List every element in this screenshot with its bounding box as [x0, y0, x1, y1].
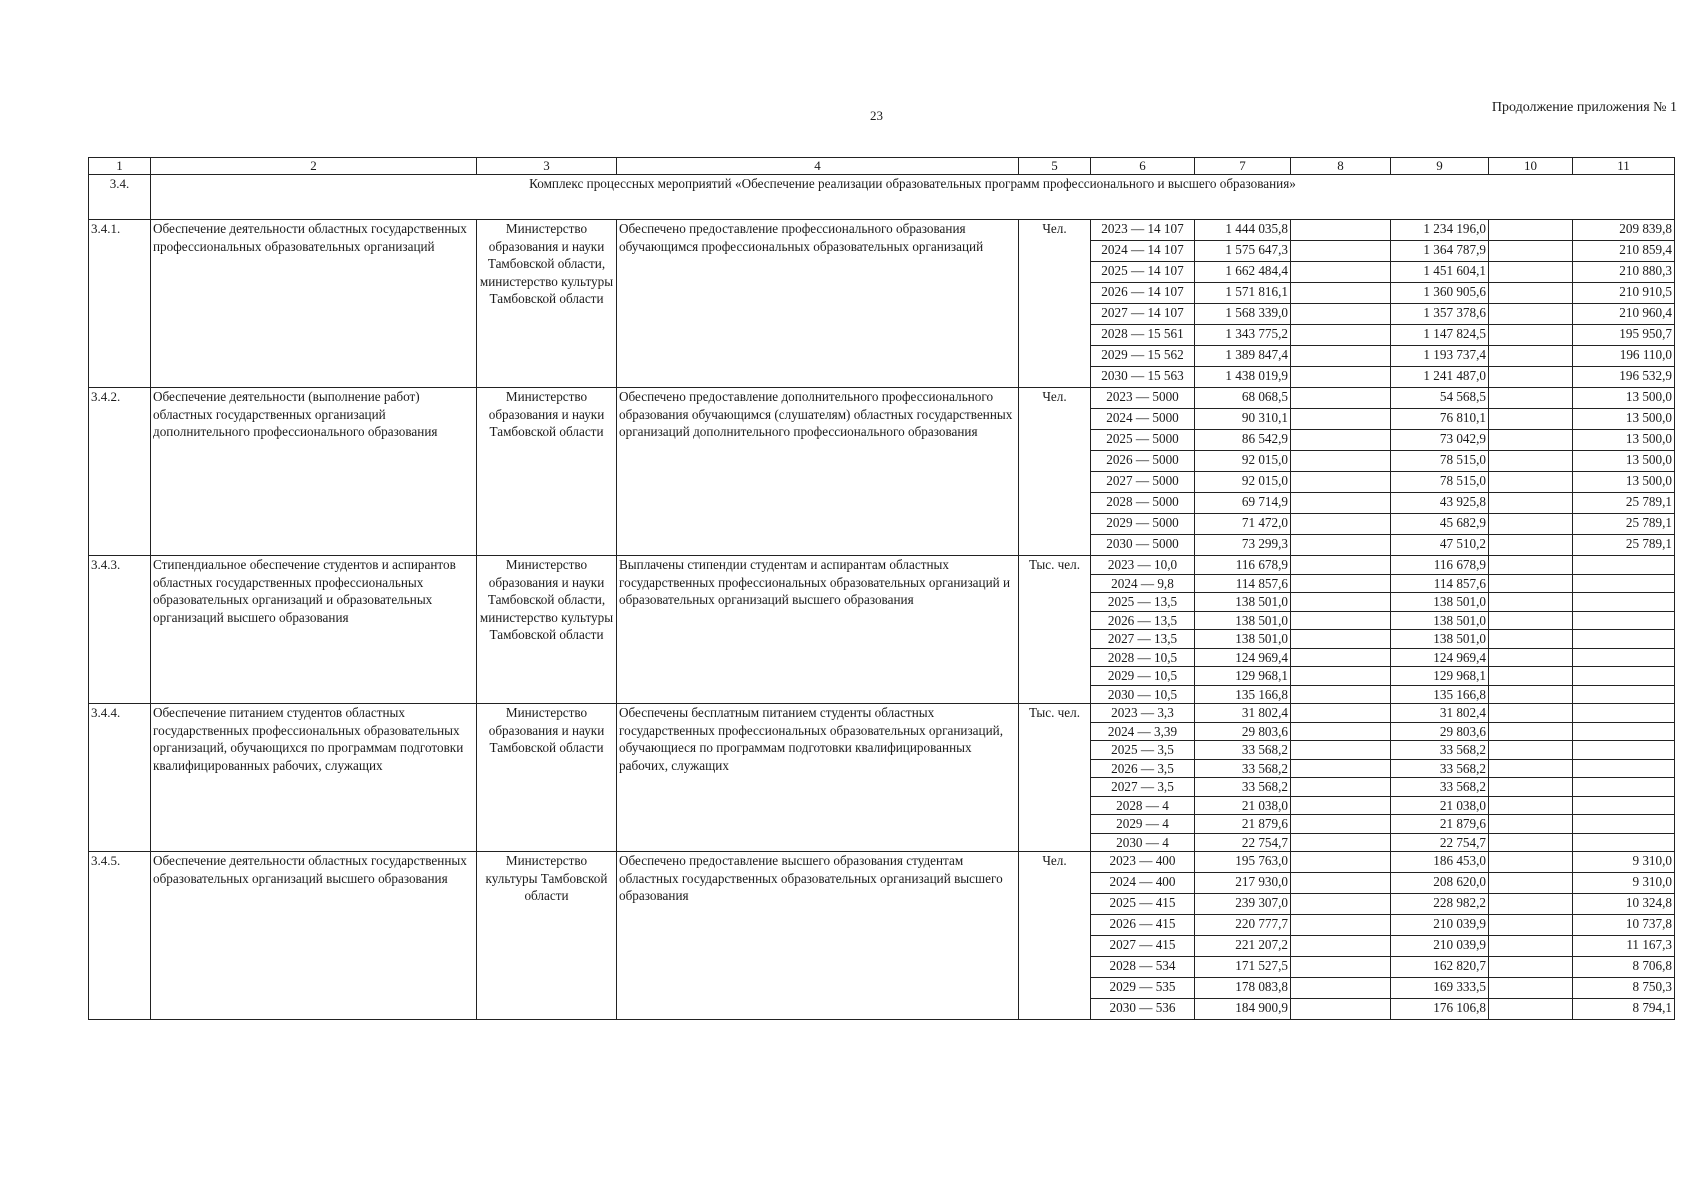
- col11-value: [1573, 648, 1675, 667]
- header-col-4: 4: [617, 158, 1019, 175]
- col8-value: [1291, 796, 1391, 815]
- program-table: [88, 157, 1675, 1020]
- col8-value: [1291, 611, 1391, 630]
- col10-value: [1489, 894, 1573, 915]
- col10-value: [1489, 430, 1573, 451]
- table-row: [89, 704, 1675, 723]
- col8-value: [1291, 283, 1391, 304]
- year-value: 2028 — 10,5: [1091, 648, 1195, 667]
- col9-value: 33 568,2: [1391, 778, 1489, 797]
- col10-value: [1489, 796, 1573, 815]
- year-value: 2024 — 14 107: [1091, 241, 1195, 262]
- section-executor: Министерство образования и науки Тамбовской области, министерство культуры Тамбовской области: [477, 220, 617, 388]
- col7-value: 73 299,3: [1195, 535, 1291, 556]
- col9-value: 78 515,0: [1391, 451, 1489, 472]
- section-name: Обеспечение деятельности областных государственных образовательных организаций высшего образования: [151, 852, 477, 1020]
- col11-value: [1573, 667, 1675, 686]
- col11-value: [1573, 815, 1675, 834]
- col10-value: [1489, 815, 1573, 834]
- col8-value: [1291, 430, 1391, 451]
- col10-value: [1489, 556, 1573, 575]
- col9-value: 45 682,9: [1391, 514, 1489, 535]
- col11-value: 9 310,0: [1573, 852, 1675, 873]
- col10-value: [1489, 833, 1573, 852]
- year-value: 2028 — 4: [1091, 796, 1195, 815]
- col11-value: 195 950,7: [1573, 325, 1675, 346]
- col8-value: [1291, 704, 1391, 723]
- header-col-6: 6: [1091, 158, 1195, 175]
- col10-value: [1489, 778, 1573, 797]
- col11-value: 25 789,1: [1573, 493, 1675, 514]
- col7-value: 31 802,4: [1195, 704, 1291, 723]
- col7-value: 29 803,6: [1195, 722, 1291, 741]
- col10-value: [1489, 535, 1573, 556]
- section-unit: Тыс. чел.: [1019, 704, 1091, 852]
- year-value: 2029 — 10,5: [1091, 667, 1195, 686]
- section-name: Обеспечение питанием студентов областных государственных профессиональных образовательных организаций, обучающихся по программам подготовки квалифицированных рабочих, служащих: [151, 704, 477, 852]
- col10-value: [1489, 999, 1573, 1020]
- col8-value: [1291, 685, 1391, 704]
- col8-value: [1291, 262, 1391, 283]
- section-executor: Министерство образования и науки Тамбовской области: [477, 704, 617, 852]
- col9-value: 1 360 905,6: [1391, 283, 1489, 304]
- col9-value: 114 857,6: [1391, 574, 1489, 593]
- col9-value: 169 333,5: [1391, 978, 1489, 999]
- section-result: Обеспечено предоставление профессионального образования обучающимся профессиональных образовательных организаций: [617, 220, 1019, 388]
- col7-value: 171 527,5: [1195, 957, 1291, 978]
- col10-value: [1489, 685, 1573, 704]
- col11-value: [1573, 741, 1675, 760]
- col7-value: 138 501,0: [1195, 611, 1291, 630]
- col9-value: 1 451 604,1: [1391, 262, 1489, 283]
- col11-value: 8 750,3: [1573, 978, 1675, 999]
- col9-value: 135 166,8: [1391, 685, 1489, 704]
- section-number: 3.4.4.: [89, 704, 151, 852]
- col7-value: 1 444 035,8: [1195, 220, 1291, 241]
- year-value: 2026 — 3,5: [1091, 759, 1195, 778]
- col9-value: 138 501,0: [1391, 630, 1489, 649]
- col7-value: 92 015,0: [1195, 451, 1291, 472]
- col11-value: [1573, 574, 1675, 593]
- col10-value: [1489, 346, 1573, 367]
- col8-value: [1291, 493, 1391, 514]
- year-value: 2030 — 536: [1091, 999, 1195, 1020]
- header-col-8: 8: [1291, 158, 1391, 175]
- table-row: [89, 388, 1675, 409]
- col8-value: [1291, 978, 1391, 999]
- col7-value: 1 571 816,1: [1195, 283, 1291, 304]
- col10-value: [1489, 388, 1573, 409]
- col7-value: 184 900,9: [1195, 999, 1291, 1020]
- col10-value: [1489, 325, 1573, 346]
- col9-value: 33 568,2: [1391, 759, 1489, 778]
- col8-value: [1291, 346, 1391, 367]
- page-number: 23: [870, 108, 883, 123]
- col8-value: [1291, 367, 1391, 388]
- col7-value: 178 083,8: [1195, 978, 1291, 999]
- col8-value: [1291, 472, 1391, 493]
- col10-value: [1489, 283, 1573, 304]
- col8-value: [1291, 852, 1391, 873]
- header-col-11: 11: [1573, 158, 1675, 175]
- col11-value: [1573, 796, 1675, 815]
- col7-value: 195 763,0: [1195, 852, 1291, 873]
- col9-value: 176 106,8: [1391, 999, 1489, 1020]
- col7-value: 129 968,1: [1195, 667, 1291, 686]
- section-unit: Чел.: [1019, 220, 1091, 388]
- col11-value: [1573, 556, 1675, 575]
- year-value: 2027 — 14 107: [1091, 304, 1195, 325]
- col10-value: [1489, 852, 1573, 873]
- col11-value: 25 789,1: [1573, 535, 1675, 556]
- col7-value: 220 777,7: [1195, 915, 1291, 936]
- col9-value: 21 038,0: [1391, 796, 1489, 815]
- col8-value: [1291, 304, 1391, 325]
- col9-value: 47 510,2: [1391, 535, 1489, 556]
- header-row: [89, 158, 1675, 175]
- col11-value: 210 960,4: [1573, 304, 1675, 325]
- col11-value: 9 310,0: [1573, 873, 1675, 894]
- col10-value: [1489, 593, 1573, 612]
- col8-value: [1291, 514, 1391, 535]
- year-value: 2029 — 15 562: [1091, 346, 1195, 367]
- col8-value: [1291, 220, 1391, 241]
- year-value: 2025 — 13,5: [1091, 593, 1195, 612]
- header-col-1: 1: [89, 158, 151, 175]
- col7-value: 92 015,0: [1195, 472, 1291, 493]
- col11-value: 13 500,0: [1573, 472, 1675, 493]
- col10-value: [1489, 367, 1573, 388]
- col7-value: 1 568 339,0: [1195, 304, 1291, 325]
- col7-value: 33 568,2: [1195, 778, 1291, 797]
- col7-value: 138 501,0: [1195, 630, 1291, 649]
- col10-value: [1489, 304, 1573, 325]
- col10-value: [1489, 741, 1573, 760]
- col9-value: 22 754,7: [1391, 833, 1489, 852]
- year-value: 2025 — 5000: [1091, 430, 1195, 451]
- col7-value: 69 714,9: [1195, 493, 1291, 514]
- section-number: 3.4.1.: [89, 220, 151, 388]
- section-name: Стипендиальное обеспечение студентов и аспирантов областных государственных профессиональных образовательных организаций и образовательных организаций высшего образования: [151, 556, 477, 704]
- section-result: Обеспечены бесплатным питанием студенты областных государственных профессиональных образовательных организаций, обучающиеся по программам подготовки квалифицированных рабочих, служащих: [617, 704, 1019, 852]
- col7-value: 71 472,0: [1195, 514, 1291, 535]
- col10-value: [1489, 514, 1573, 535]
- col11-value: 11 167,3: [1573, 936, 1675, 957]
- year-value: 2027 — 3,5: [1091, 778, 1195, 797]
- col9-value: 208 620,0: [1391, 873, 1489, 894]
- col11-value: 210 859,4: [1573, 241, 1675, 262]
- section-name: Обеспечение деятельности (выполнение работ) областных государственных организаций дополнительного профессионального образования: [151, 388, 477, 556]
- col11-value: [1573, 778, 1675, 797]
- col7-value: 1 662 484,4: [1195, 262, 1291, 283]
- col8-value: [1291, 535, 1391, 556]
- section-unit: Чел.: [1019, 388, 1091, 556]
- year-value: 2025 — 3,5: [1091, 741, 1195, 760]
- col10-value: [1489, 704, 1573, 723]
- header-col-2: 2: [151, 158, 477, 175]
- col10-value: [1489, 451, 1573, 472]
- year-value: 2026 — 13,5: [1091, 611, 1195, 630]
- col9-value: 1 364 787,9: [1391, 241, 1489, 262]
- col11-value: 209 839,8: [1573, 220, 1675, 241]
- col8-value: [1291, 894, 1391, 915]
- col9-value: 78 515,0: [1391, 472, 1489, 493]
- year-value: 2028 — 15 561: [1091, 325, 1195, 346]
- col10-value: [1489, 722, 1573, 741]
- col8-value: [1291, 409, 1391, 430]
- col7-value: 1 575 647,3: [1195, 241, 1291, 262]
- year-value: 2029 — 4: [1091, 815, 1195, 834]
- year-value: 2030 — 10,5: [1091, 685, 1195, 704]
- col7-value: 221 207,2: [1195, 936, 1291, 957]
- col9-value: 73 042,9: [1391, 430, 1489, 451]
- col7-value: 1 438 019,9: [1195, 367, 1291, 388]
- col8-value: [1291, 556, 1391, 575]
- section-unit: Тыс. чел.: [1019, 556, 1091, 704]
- year-value: 2029 — 5000: [1091, 514, 1195, 535]
- col7-value: 22 754,7: [1195, 833, 1291, 852]
- col11-value: [1573, 704, 1675, 723]
- complex-number: 3.4.: [89, 175, 151, 220]
- year-value: 2028 — 534: [1091, 957, 1195, 978]
- col10-value: [1489, 957, 1573, 978]
- col7-value: 138 501,0: [1195, 593, 1291, 612]
- col9-value: 186 453,0: [1391, 852, 1489, 873]
- year-value: 2026 — 5000: [1091, 451, 1195, 472]
- col8-value: [1291, 574, 1391, 593]
- col11-value: [1573, 630, 1675, 649]
- year-value: 2025 — 14 107: [1091, 262, 1195, 283]
- col9-value: 1 234 196,0: [1391, 220, 1489, 241]
- col8-value: [1291, 936, 1391, 957]
- col8-value: [1291, 667, 1391, 686]
- col10-value: [1489, 220, 1573, 241]
- col8-value: [1291, 648, 1391, 667]
- col9-value: 138 501,0: [1391, 593, 1489, 612]
- year-value: 2027 — 415: [1091, 936, 1195, 957]
- year-value: 2023 — 14 107: [1091, 220, 1195, 241]
- section-result: Обеспечено предоставление дополнительного профессионального образования обучающимся (слушателям) областных государственных организаций дополнительного профессионального образования: [617, 388, 1019, 556]
- table-row: [89, 852, 1675, 873]
- col9-value: 1 357 378,6: [1391, 304, 1489, 325]
- col11-value: 13 500,0: [1573, 409, 1675, 430]
- year-value: 2030 — 5000: [1091, 535, 1195, 556]
- header-col-7: 7: [1195, 158, 1291, 175]
- col10-value: [1489, 915, 1573, 936]
- col8-value: [1291, 999, 1391, 1020]
- col10-value: [1489, 873, 1573, 894]
- col8-value: [1291, 722, 1391, 741]
- col8-value: [1291, 815, 1391, 834]
- col9-value: 210 039,9: [1391, 915, 1489, 936]
- col8-value: [1291, 388, 1391, 409]
- section-result: Выплачены стипендии студентам и аспирантам областных государственных профессиональных образовательных организаций и образовательных организаций высшего образования: [617, 556, 1019, 704]
- col9-value: 21 879,6: [1391, 815, 1489, 834]
- col9-value: 138 501,0: [1391, 611, 1489, 630]
- col9-value: 31 802,4: [1391, 704, 1489, 723]
- col8-value: [1291, 630, 1391, 649]
- col10-value: [1489, 574, 1573, 593]
- col11-value: 13 500,0: [1573, 451, 1675, 472]
- year-value: 2024 — 3,39: [1091, 722, 1195, 741]
- col11-value: 13 500,0: [1573, 388, 1675, 409]
- col10-value: [1489, 611, 1573, 630]
- col7-value: 116 678,9: [1195, 556, 1291, 575]
- col9-value: 29 803,6: [1391, 722, 1489, 741]
- continuation-note: Продолжение приложения № 1: [1491, 100, 1677, 115]
- col10-value: [1489, 472, 1573, 493]
- year-value: 2023 — 3,3: [1091, 704, 1195, 723]
- col8-value: [1291, 451, 1391, 472]
- section-executor: Министерство образования и науки Тамбовской области: [477, 388, 617, 556]
- col7-value: 21 038,0: [1195, 796, 1291, 815]
- section-executor: Министерство культуры Тамбовской области: [477, 852, 617, 1020]
- col9-value: 116 678,9: [1391, 556, 1489, 575]
- col8-value: [1291, 833, 1391, 852]
- table-row: [89, 556, 1675, 575]
- col7-value: 135 166,8: [1195, 685, 1291, 704]
- col8-value: [1291, 593, 1391, 612]
- col9-value: 162 820,7: [1391, 957, 1489, 978]
- col10-value: [1489, 493, 1573, 514]
- col10-value: [1489, 262, 1573, 283]
- section-executor: Министерство образования и науки Тамбовской области, министерство культуры Тамбовской области: [477, 556, 617, 704]
- col11-value: 210 910,5: [1573, 283, 1675, 304]
- col9-value: 228 982,2: [1391, 894, 1489, 915]
- col10-value: [1489, 648, 1573, 667]
- col7-value: 124 969,4: [1195, 648, 1291, 667]
- col7-value: 21 879,6: [1195, 815, 1291, 834]
- col7-value: 217 930,0: [1195, 873, 1291, 894]
- col7-value: 1 343 775,2: [1195, 325, 1291, 346]
- year-value: 2027 — 13,5: [1091, 630, 1195, 649]
- col8-value: [1291, 873, 1391, 894]
- col8-value: [1291, 241, 1391, 262]
- col7-value: 68 068,5: [1195, 388, 1291, 409]
- col7-value: 90 310,1: [1195, 409, 1291, 430]
- year-value: 2029 — 535: [1091, 978, 1195, 999]
- year-value: 2026 — 415: [1091, 915, 1195, 936]
- col9-value: 1 193 737,4: [1391, 346, 1489, 367]
- year-value: 2025 — 415: [1091, 894, 1195, 915]
- col8-value: [1291, 778, 1391, 797]
- col11-value: 210 880,3: [1573, 262, 1675, 283]
- section-result: Обеспечено предоставление высшего образования студентам областных государственных образовательных организаций высшего образования: [617, 852, 1019, 1020]
- year-value: 2024 — 5000: [1091, 409, 1195, 430]
- col9-value: 129 968,1: [1391, 667, 1489, 686]
- col11-value: [1573, 685, 1675, 704]
- col11-value: 10 324,8: [1573, 894, 1675, 915]
- year-value: 2030 — 15 563: [1091, 367, 1195, 388]
- col10-value: [1489, 241, 1573, 262]
- complex-title: Комплекс процессных мероприятий «Обеспечение реализации образовательных программ профессионального и высшего образования»: [151, 175, 1675, 220]
- col11-value: 10 737,8: [1573, 915, 1675, 936]
- year-value: 2027 — 5000: [1091, 472, 1195, 493]
- col9-value: 76 810,1: [1391, 409, 1489, 430]
- col9-value: 33 568,2: [1391, 741, 1489, 760]
- col11-value: 8 794,1: [1573, 999, 1675, 1020]
- col10-value: [1489, 630, 1573, 649]
- col11-value: [1573, 611, 1675, 630]
- col7-value: 33 568,2: [1195, 759, 1291, 778]
- col9-value: 54 568,5: [1391, 388, 1489, 409]
- header-col-5: 5: [1019, 158, 1091, 175]
- col7-value: 1 389 847,4: [1195, 346, 1291, 367]
- col10-value: [1489, 409, 1573, 430]
- col7-value: 86 542,9: [1195, 430, 1291, 451]
- col9-value: 43 925,8: [1391, 493, 1489, 514]
- col9-value: 1 147 824,5: [1391, 325, 1489, 346]
- col7-value: 33 568,2: [1195, 741, 1291, 760]
- section-number: 3.4.2.: [89, 388, 151, 556]
- col11-value: [1573, 722, 1675, 741]
- year-value: 2024 — 9,8: [1091, 574, 1195, 593]
- section-name: Обеспечение деятельности областных государственных профессиональных образовательных организаций: [151, 220, 477, 388]
- col10-value: [1489, 667, 1573, 686]
- col10-value: [1489, 759, 1573, 778]
- col9-value: 124 969,4: [1391, 648, 1489, 667]
- col11-value: [1573, 593, 1675, 612]
- col11-value: 196 532,9: [1573, 367, 1675, 388]
- year-value: 2026 — 14 107: [1091, 283, 1195, 304]
- year-value: 2023 — 5000: [1091, 388, 1195, 409]
- col11-value: [1573, 833, 1675, 852]
- header-col-9: 9: [1391, 158, 1489, 175]
- header-col-10: 10: [1489, 158, 1573, 175]
- section-number: 3.4.3.: [89, 556, 151, 704]
- year-value: 2024 — 400: [1091, 873, 1195, 894]
- col7-value: 239 307,0: [1195, 894, 1291, 915]
- year-value: 2028 — 5000: [1091, 493, 1195, 514]
- section-number: 3.4.5.: [89, 852, 151, 1020]
- col8-value: [1291, 957, 1391, 978]
- header-col-3: 3: [477, 158, 617, 175]
- year-value: 2023 — 400: [1091, 852, 1195, 873]
- col10-value: [1489, 978, 1573, 999]
- year-value: 2030 — 4: [1091, 833, 1195, 852]
- col11-value: 25 789,1: [1573, 514, 1675, 535]
- col11-value: 196 110,0: [1573, 346, 1675, 367]
- col8-value: [1291, 741, 1391, 760]
- table-row: [89, 220, 1675, 241]
- col7-value: 114 857,6: [1195, 574, 1291, 593]
- col10-value: [1489, 936, 1573, 957]
- col8-value: [1291, 325, 1391, 346]
- col11-value: 8 706,8: [1573, 957, 1675, 978]
- col11-value: [1573, 759, 1675, 778]
- complex-row: [89, 175, 1675, 220]
- col8-value: [1291, 759, 1391, 778]
- col8-value: [1291, 915, 1391, 936]
- col11-value: 13 500,0: [1573, 430, 1675, 451]
- year-value: 2023 — 10,0: [1091, 556, 1195, 575]
- col9-value: 1 241 487,0: [1391, 367, 1489, 388]
- section-unit: Чел.: [1019, 852, 1091, 1020]
- col9-value: 210 039,9: [1391, 936, 1489, 957]
